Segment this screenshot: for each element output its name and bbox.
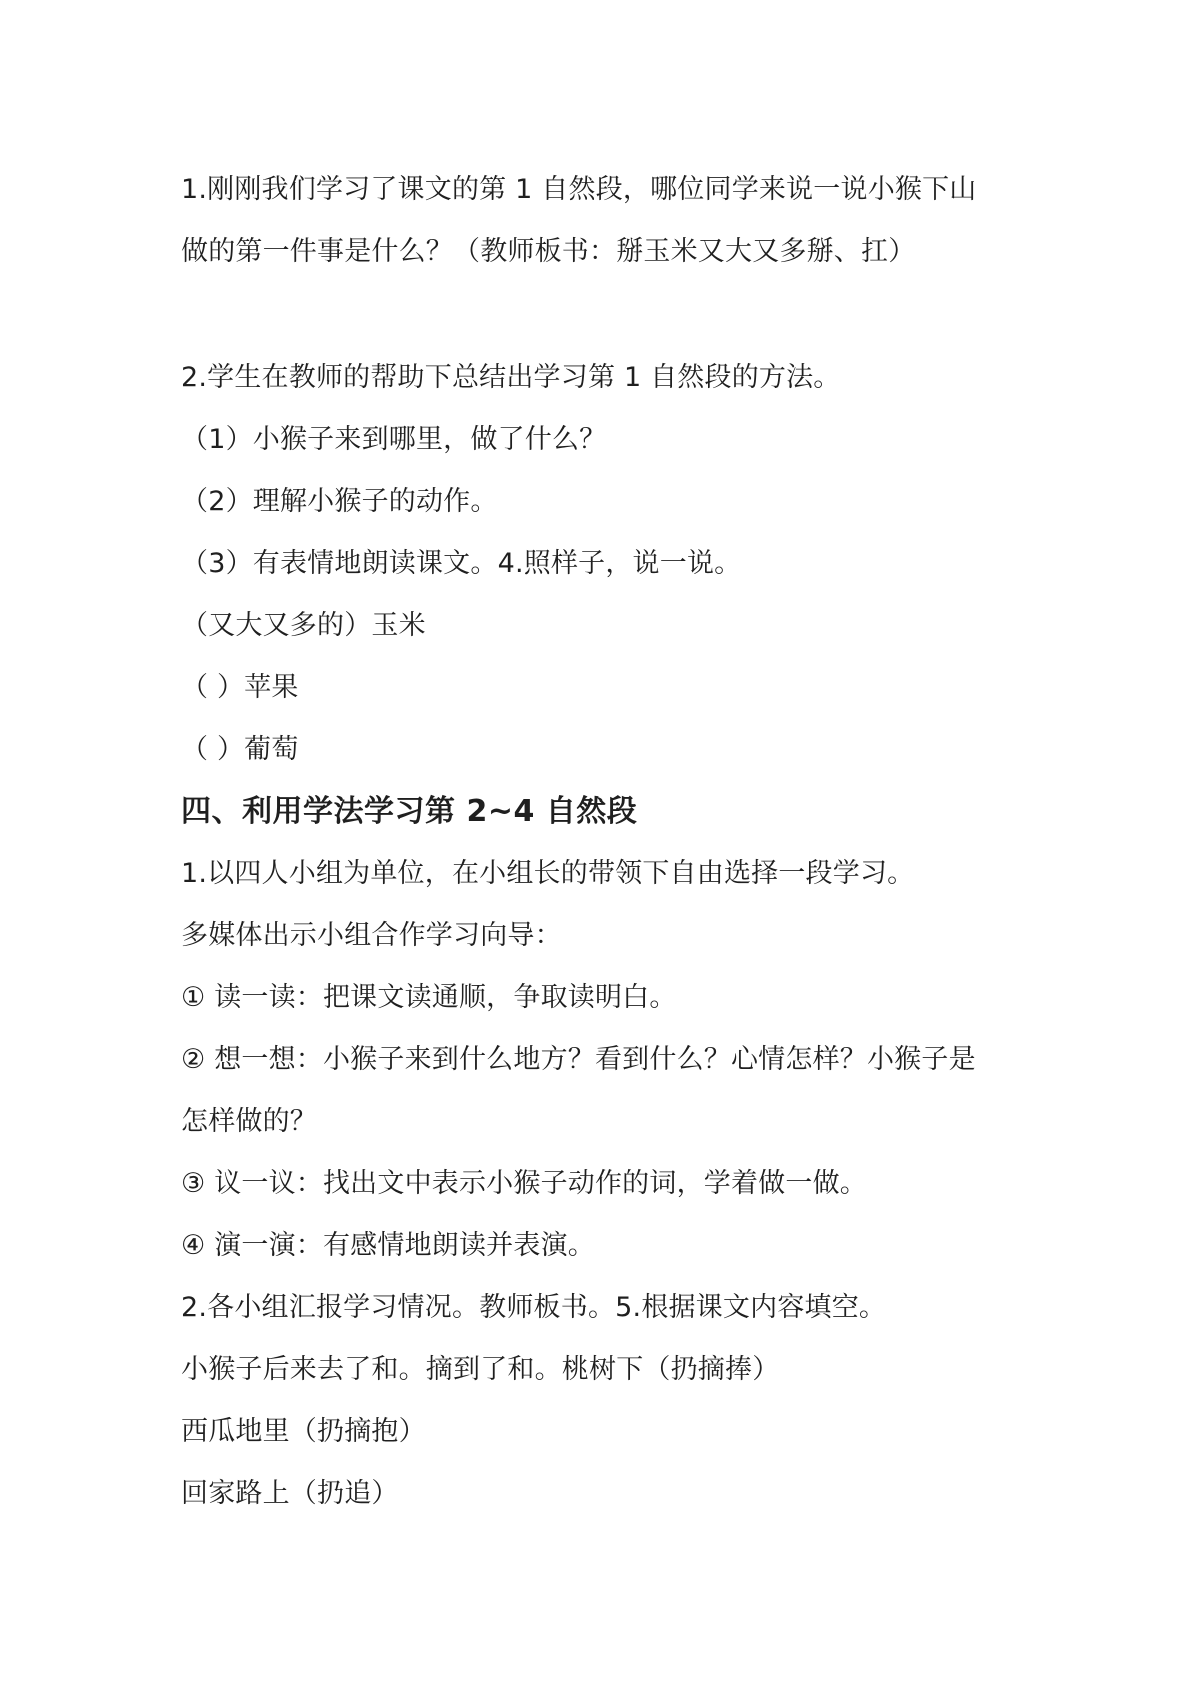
guide-item-1: ① 读一读：把课文读通顺，争取读明白。 bbox=[181, 982, 677, 1013]
guide-item-4: ④ 演一演：有感情地朗读并表演。 bbox=[181, 1230, 595, 1261]
guide-item-2: ② 想一想：小猴子来到什么地方？看到什么？心情怎样？小猴子是 bbox=[181, 1044, 976, 1075]
paragraph-line-7: 小猴子后来去了和。摘到了和。桃树下（扔摘捧） bbox=[181, 1354, 780, 1385]
paragraph-line-9: 回家路上（扔追） bbox=[181, 1478, 399, 1509]
list-item-3: （3）有表情地朗读课文。4.照样子，说一说。 bbox=[181, 548, 742, 579]
paragraph-line-1: 1.刚刚我们学习了课文的第 1 自然段，哪位同学来说一说小猴下山 bbox=[181, 174, 977, 205]
list-item-2: （2）理解小猴子的动作。 bbox=[181, 486, 498, 517]
paragraph-line-5: 多媒体出示小组合作学习向导： bbox=[181, 920, 562, 951]
guide-item-2-cont: 怎样做的？ bbox=[181, 1106, 317, 1137]
fill-blank-1: （又大又多的）玉米 bbox=[181, 610, 426, 641]
paragraph-line-2: 做的第一件事是什么？（教师板书：掰玉米又大又多掰、扛） bbox=[181, 236, 916, 267]
paragraph-line-3: 2.学生在教师的帮助下总结出学习第 1 自然段的方法。 bbox=[181, 362, 841, 393]
guide-item-3: ③ 议一议：找出文中表示小猴子动作的词，学着做一做。 bbox=[181, 1168, 867, 1199]
list-item-1: （1）小猴子来到哪里，做了什么？ bbox=[181, 424, 607, 455]
section-heading: 四、利用学法学习第 2~4 自然段 bbox=[181, 794, 638, 829]
paragraph-line-8: 西瓜地里（扔摘抱） bbox=[181, 1416, 426, 1447]
paragraph-line-6: 2.各小组汇报学习情况。教师板书。5.根据课文内容填空。 bbox=[181, 1292, 887, 1323]
fill-blank-3: （ ）葡萄 bbox=[181, 734, 299, 765]
paragraph-line-4: 1.以四人小组为单位，在小组长的带领下自由选择一段学习。 bbox=[181, 858, 915, 889]
fill-blank-2: （ ）苹果 bbox=[181, 672, 299, 703]
